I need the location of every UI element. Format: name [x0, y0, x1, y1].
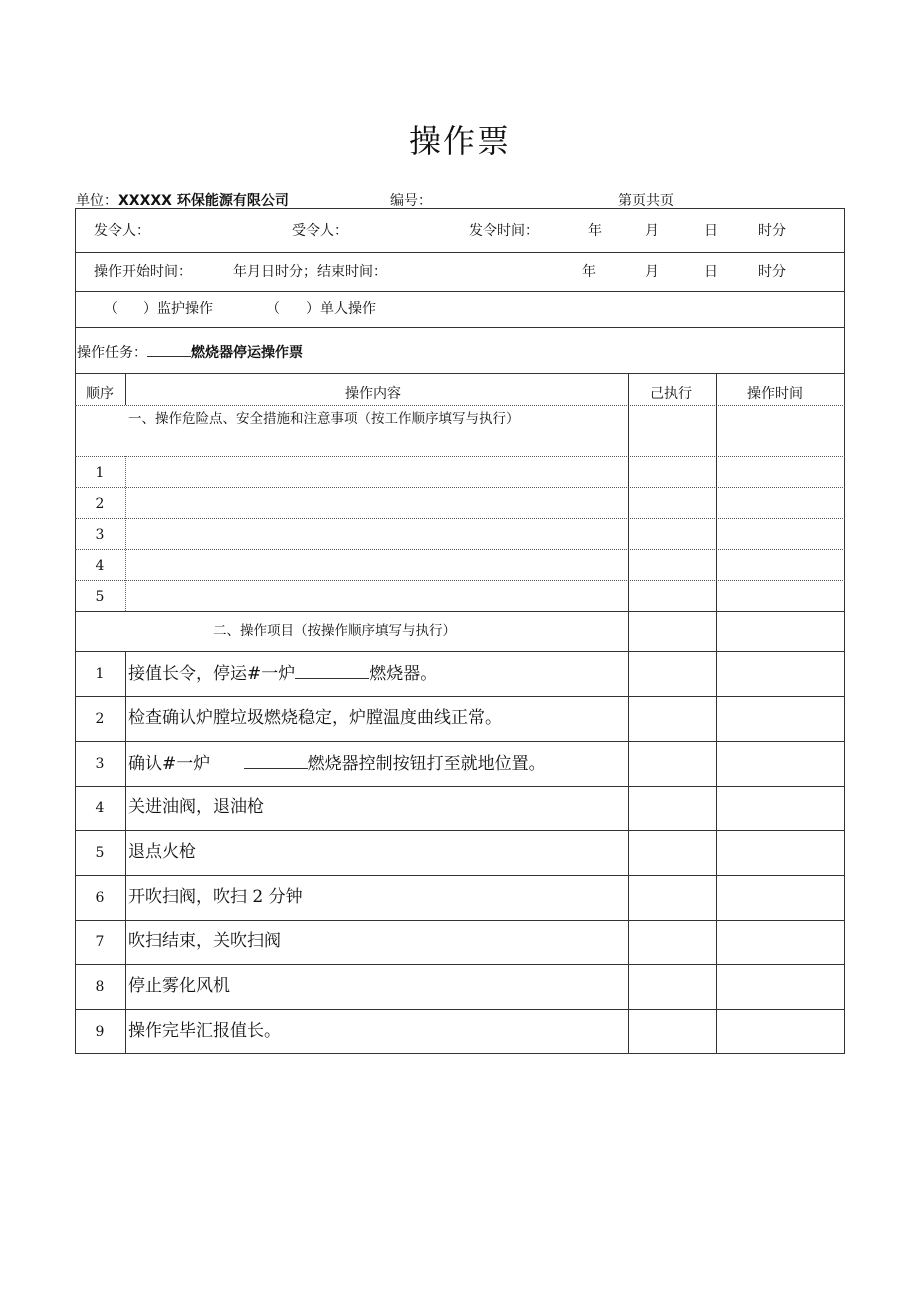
step-content — [128, 664, 437, 683]
step-text-suffix: 燃烧器。 — [369, 664, 438, 684]
column-header-time: 操作时间 — [747, 386, 803, 402]
operation-ticket-table — [75, 208, 845, 1054]
task-blank — [147, 342, 191, 357]
grid-line — [75, 456, 845, 457]
supervised-paren: （ — [104, 301, 118, 317]
step-number: 7 — [95, 934, 105, 950]
step-blank — [295, 664, 369, 679]
grid-line — [75, 964, 845, 965]
step-blank — [244, 754, 308, 769]
grid-line — [75, 549, 845, 550]
grid-line — [628, 373, 629, 1054]
grid-line — [75, 252, 845, 253]
month-label: 月 — [645, 264, 659, 280]
step-number: 6 — [95, 890, 105, 906]
task-label: 操作任务： — [77, 345, 147, 361]
section1-row-number: 5 — [95, 589, 105, 605]
year-label: 年 — [588, 223, 602, 239]
step-number: 1 — [95, 666, 105, 682]
page-label: 第页共页 — [618, 193, 674, 209]
grid-line — [75, 487, 845, 488]
year-label: 年 — [582, 264, 596, 280]
section1-row-number: 4 — [95, 558, 105, 574]
section1-row-number: 1 — [95, 465, 105, 481]
section2-title: 二、操作项目（按操作顺序填写与执行） — [213, 623, 456, 639]
step-text: 确认#一炉 — [128, 754, 216, 774]
unit-line — [76, 190, 289, 210]
column-header-seq: 顺序 — [86, 386, 114, 402]
grid-line — [125, 651, 126, 1054]
column-header-executed: 己执行 — [650, 386, 692, 402]
receiver-label: 受令人： — [292, 223, 348, 239]
grid-line — [75, 696, 845, 697]
step-content: 停止雾化风机 — [128, 976, 230, 996]
unit-name: XXXXX 环保能源有限公司 — [118, 193, 289, 209]
grid-line — [75, 327, 845, 328]
grid-line — [125, 456, 126, 611]
step-content: 开吹扫阀，吹扫 2 分钟 — [128, 887, 303, 907]
grid-line — [75, 518, 845, 519]
task-line — [77, 342, 303, 362]
step-content — [128, 754, 546, 773]
single-operation-option: ）单人操作 — [306, 301, 376, 317]
grid-line — [75, 291, 845, 292]
step-number: 4 — [95, 800, 105, 816]
section1-title: 一、操作危险点、安全措施和注意事项（按工作顺序填写与执行） — [128, 411, 520, 427]
step-content: 退点火枪 — [128, 842, 196, 862]
grid-line — [75, 786, 845, 787]
unit-label: 单位： — [76, 193, 118, 209]
task-name: 燃烧器停运操作票 — [191, 345, 303, 361]
step-number: 2 — [95, 711, 105, 727]
grid-line — [75, 830, 845, 831]
step-text: 接值长令，停运#一炉 — [128, 664, 296, 684]
step-text-suffix: 燃烧器控制按钮打至就地位置。 — [307, 754, 546, 774]
grid-line — [716, 373, 717, 1054]
grid-line — [75, 875, 845, 876]
day-label: 日 — [704, 223, 718, 239]
grid-line — [75, 611, 845, 612]
step-number: 5 — [95, 845, 105, 861]
step-number: 9 — [95, 1024, 105, 1040]
step-content: 吹扫结束，关吹扫阀 — [128, 931, 281, 951]
step-content: 关进油阀，退油枪 — [128, 797, 264, 817]
step-number: 3 — [95, 756, 105, 772]
number-label: 编号： — [390, 193, 432, 209]
grid-line — [75, 580, 845, 581]
step-content: 检查确认炉膛垃圾燃烧稳定，炉膛温度曲线正常。 — [128, 708, 502, 728]
grid-line — [125, 373, 126, 405]
step-number: 8 — [95, 979, 105, 995]
grid-line — [75, 373, 845, 374]
hour-minute-label: 时分 — [758, 264, 786, 280]
issuer-label: 发令人： — [94, 223, 150, 239]
hour-minute-label: 时分 — [758, 223, 786, 239]
supervised-operation-option: ）监护操作 — [143, 301, 213, 317]
page-title: 操作票 — [408, 122, 511, 160]
grid-line — [75, 741, 845, 742]
grid-line — [75, 1009, 845, 1010]
day-label: 日 — [704, 264, 718, 280]
start-end-text: 年月日时分；结束时间： — [233, 264, 387, 280]
column-header-content: 操作内容 — [345, 386, 401, 402]
grid-line — [75, 651, 845, 652]
issue-time-label: 发令时间： — [469, 223, 539, 239]
month-label: 月 — [645, 223, 659, 239]
start-time-label: 操作开始时间： — [94, 264, 192, 280]
step-content: 操作完毕汇报值长。 — [128, 1021, 281, 1041]
single-paren: （ — [266, 301, 280, 317]
grid-line — [75, 920, 845, 921]
section1-row-number: 3 — [95, 527, 105, 543]
grid-line — [75, 405, 845, 406]
section1-row-number: 2 — [95, 496, 105, 512]
